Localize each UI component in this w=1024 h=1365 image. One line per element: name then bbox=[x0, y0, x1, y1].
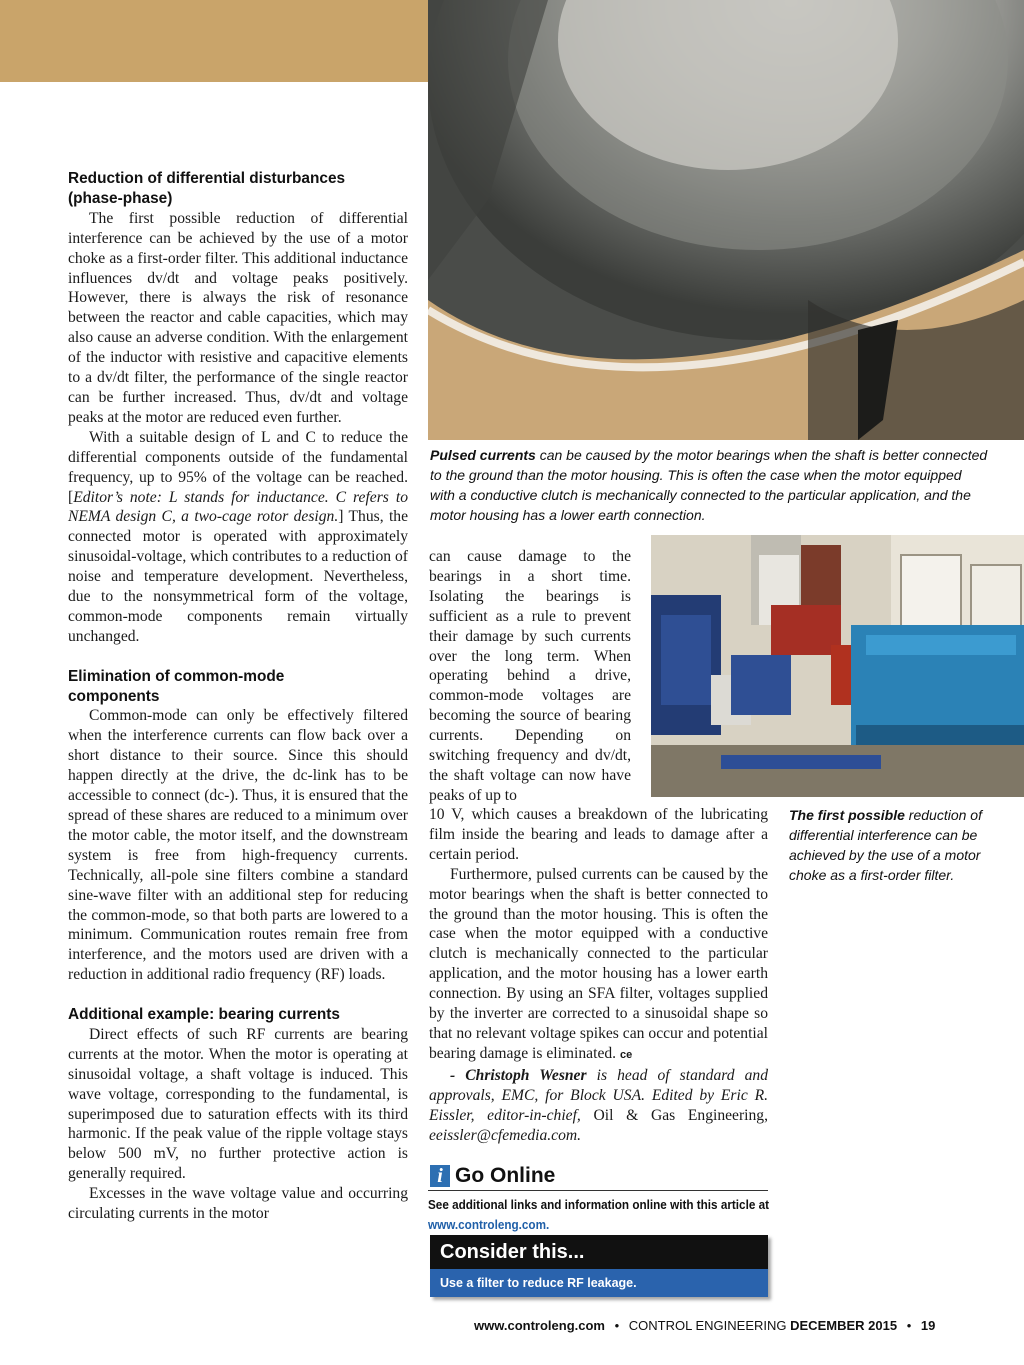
go-online-box bbox=[428, 1162, 768, 1235]
paragraph-2-start: With a suitable design of L and C to reduce the differential components outside of the fundamental frequency, up to 95% of the voltage can be reached. [ bbox=[68, 428, 408, 506]
photo2-caption-bold: The first possible bbox=[789, 807, 905, 823]
middle-column-narrow bbox=[429, 547, 631, 806]
go-online-text bbox=[428, 1196, 772, 1235]
photo1-caption-bold: Pulsed currents bbox=[430, 447, 536, 463]
footer-issue: DECEMBER 2015 bbox=[790, 1318, 898, 1333]
author-email[interactable]: eeissler@cfemedia.com. bbox=[429, 1126, 582, 1144]
info-icon: i bbox=[430, 1165, 450, 1187]
page-footer bbox=[474, 1318, 935, 1333]
photo2-caption bbox=[789, 805, 1004, 885]
section1-heading-line1: Reduction of differential disturbances bbox=[68, 170, 346, 187]
author-bio-plain: Oil & Gas Engineering, bbox=[580, 1106, 768, 1124]
author-name: Christoph Wesner bbox=[465, 1066, 587, 1084]
furthermore-text: Furthermore, pulsed currents can be caused by the motor bearings when the shaft is better connected to the ground than the motor housing. This is often the case when the motor equipped with a conductive clutch is mechanically connected to the particular application, and the motor housing has a lower earth connection. By using an SFA filter, voltages supplied by the inverter are corrected to a sinusoidal shape so that no relevant voltage spikes can occur and potential bearing damage is eliminated. bbox=[429, 865, 768, 1062]
consider-this-box bbox=[430, 1235, 768, 1297]
controleng-link[interactable]: www.controleng.com. bbox=[428, 1217, 550, 1232]
page-number: 19 bbox=[920, 1318, 936, 1333]
bearing-photo bbox=[428, 0, 1024, 440]
section2-heading-line2: components bbox=[68, 687, 160, 705]
paragraph-2 bbox=[68, 428, 408, 647]
consider-text: Use a filter to reduce RF leakage. bbox=[430, 1269, 768, 1297]
footer-bullet-1: • bbox=[614, 1318, 620, 1333]
paragraph-2-end: ] Thus, the connected motor is operated with approximately sinusoidal-voltage, which contributes to a reduction of noise and temperature development. Nevertheless, due to the nonsymmetrical form of the voltage, common-mode components remain virtually unchanged. bbox=[68, 508, 408, 645]
author-bio bbox=[429, 1066, 768, 1146]
footer-magazine: CONTROL ENGINEERING bbox=[628, 1318, 787, 1333]
middle-narrow-text: can cause damage to the bearings in a short time. Isolating the bearings is sufficient as a rule to prevent their damage by such currents over the long term. When operating behind a drive, common-mode voltages are becoming the source of bearing currents. Depending on switching frequency and dv/dt, the shaft voltage can now have peaks of up to bbox=[429, 548, 631, 804]
bearing-photo-graphic bbox=[428, 0, 1024, 440]
go-online-title-row bbox=[428, 1162, 768, 1191]
paragraph-1: The first possible reduction of differential interference can be achieved by the use of a motor choke as a first-order filter. This additional inductance influences dv/dt and voltage peaks positively. However, there is always the risk of resonance between the reactor and cable capacities, which may also cause an adverse condition. With the enlargement of the inductor with resistive and capacitive elements to a dv/dt filter, the performance of the single reactor can be further increased. Thus, dv/dt and voltage peaks at the motor are reduced even further. bbox=[68, 209, 408, 426]
pump-room-photo bbox=[651, 535, 1024, 797]
section2-heading bbox=[68, 667, 408, 707]
pump-room-graphic bbox=[651, 535, 1024, 797]
left-column bbox=[68, 169, 408, 1224]
photo1-caption bbox=[430, 445, 990, 525]
end-mark: ce bbox=[619, 1048, 633, 1061]
section2-heading-line1: Elimination of common-mode bbox=[68, 667, 285, 685]
consider-title: Consider this... bbox=[430, 1235, 768, 1269]
paragraph-4: Direct effects of such RF currents are bearing currents at the motor. When the motor is operating at sinusoidal voltage, a shaft voltage is induced. This wave voltage, corresponding to the fundamental, is superimposed due to saturation effects with its third harmonic. If the peak value of the ripple voltage stays below 500 mV, no further protective action is generally required. bbox=[68, 1025, 408, 1183]
footer-bullet-2: • bbox=[906, 1318, 912, 1333]
section3-heading: Additional example: bearing currents bbox=[68, 1006, 340, 1024]
author-bio-text: is head of standard and approvals, EMC, for Block USA. Edited by Eric R. Eissler, editor-in-chief, bbox=[429, 1066, 768, 1124]
header-color-bar bbox=[0, 0, 428, 82]
footer-site[interactable]: www.controleng.com bbox=[474, 1318, 605, 1333]
paragraph-5: Excesses in the wave voltage value and occurring circulating currents in the motor bbox=[68, 1185, 408, 1223]
editor-note: Editor’s note: L stands for inductance. C refers to NEMA design C, a two-cage rotor design. bbox=[68, 488, 408, 526]
author-dash: - bbox=[450, 1066, 466, 1084]
middle-wide-text: 10 V, which causes a breakdown of the lubricating film inside the bearing and leads to damage after a certain period. bbox=[429, 806, 768, 863]
go-online-description: See additional links and information online with this article at bbox=[428, 1198, 770, 1212]
section1-heading bbox=[68, 169, 408, 209]
section1-heading-line2: (phase-phase) bbox=[68, 189, 173, 207]
paragraph-furthermore bbox=[429, 865, 768, 1066]
photo2-caption-text: reduction of differential interference can be achieved by the use of a motor choke as a first-order filter. bbox=[789, 807, 982, 883]
middle-column-wide bbox=[429, 805, 768, 1145]
photo1-caption-text: can be caused by the motor bearings when the shaft is better connected to the ground than the motor housing. This is often the case when the motor equipped with a conductive clutch is mechanically connected to the particular application, and the motor housing has a lower earth connection. bbox=[430, 447, 988, 523]
paragraph-3: Common-mode can only be effectively filtered when the interference currents can flow back over a short distance to their source. Since this should happen directly at the drive, the dc-link has to be accessible to connect (dc-). Thus, it is ensured that the spread of these shares are reduced to a minimum over the motor cable, the motor itself, and the downstream system is free from high-frequency currents. Technically, all-pole sine filters combine a standard sine-wave filter with an additional step for reducing the common-mode, so that both parts are lowered to a minimum. Communication routes remain free from interference, and the motors used are driven with a reduction in additional radio frequency (RF) loads. bbox=[68, 707, 408, 984]
go-online-title: Go Online bbox=[455, 1164, 556, 1187]
